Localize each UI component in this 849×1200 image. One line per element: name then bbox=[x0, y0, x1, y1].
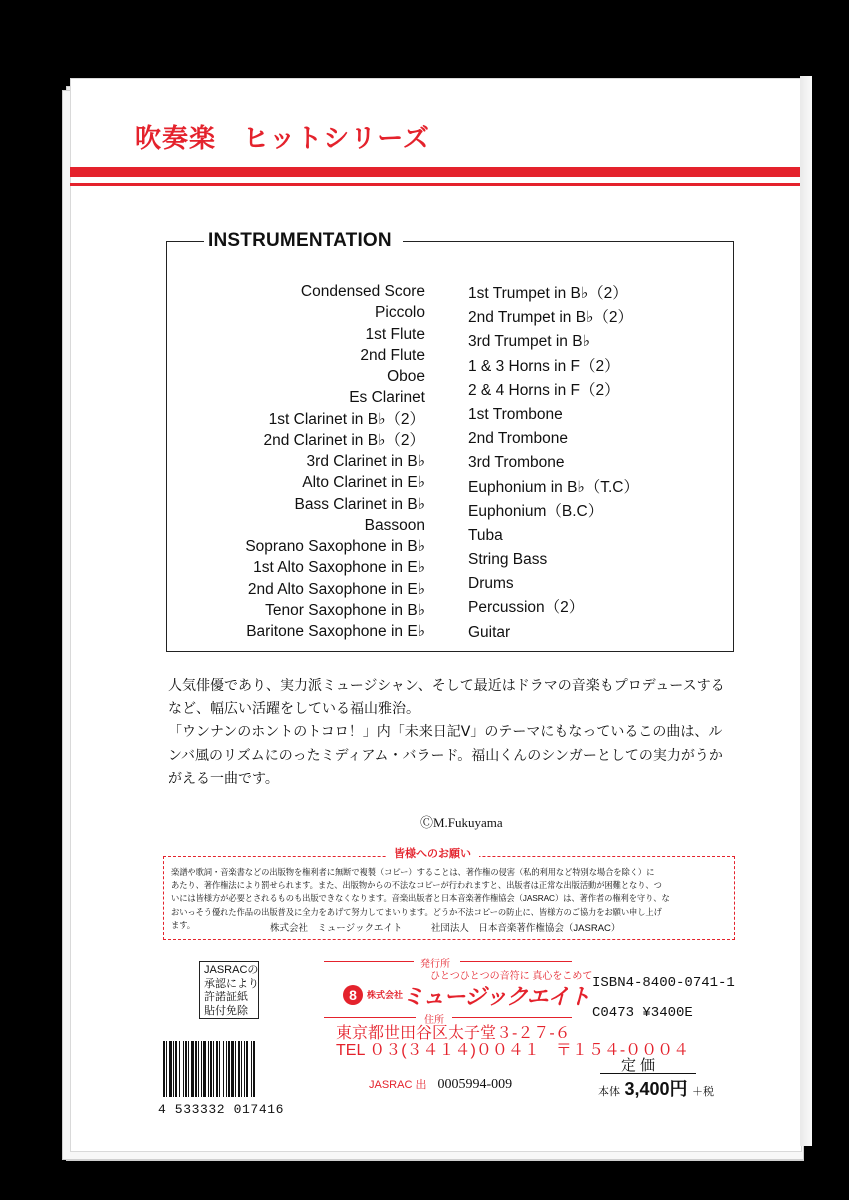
price bbox=[598, 1075, 714, 1101]
instrument-item: Piccolo bbox=[375, 304, 425, 322]
price-prefix: 本体 bbox=[598, 1086, 620, 1098]
instrument-item: Es Clarinet bbox=[349, 389, 425, 407]
instrument-item: 1st Alto Saxophone in E♭ bbox=[253, 559, 425, 577]
instrument-item: Euphonium in B♭（T.C） bbox=[468, 478, 639, 496]
isbn: ISBN4-8400-0741-1 bbox=[592, 975, 735, 991]
instrument-item: Oboe bbox=[387, 368, 425, 385]
publisher-company-type: 株式会社 bbox=[367, 990, 404, 1000]
instrument-item: String Bass bbox=[468, 551, 548, 569]
description-line: 「ウンナンのホントのトコロ！」内「未来日記Ⅴ」のテーマにもなっているこの曲は、ル bbox=[168, 723, 723, 740]
description-line: など、幅広い活躍をしている福山雅治。 bbox=[168, 700, 420, 717]
instrument-item: 1st Flute bbox=[365, 325, 425, 343]
instrument-list-left bbox=[165, 281, 425, 642]
isbn-block bbox=[592, 968, 735, 1028]
address-line: 東京都世田谷区太子堂３-２７-６ bbox=[336, 1025, 571, 1042]
red-band bbox=[70, 167, 800, 177]
address-label: 住所 bbox=[424, 1015, 444, 1026]
instrument-item: 2 & 4 Horns in F（2） bbox=[468, 381, 620, 399]
instrument-item: 3rd Trombone bbox=[468, 454, 565, 472]
instrument-item: Soprano Saxophone in B♭ bbox=[245, 538, 425, 555]
price-suffix: ＋税 bbox=[691, 1086, 714, 1098]
publisher-tagline: ひとつひとつの音符に 真心をこめて bbox=[430, 971, 593, 982]
instrument-item: Tuba bbox=[468, 526, 503, 544]
instrument-item: Baritone Saxophone in E♭ bbox=[246, 623, 425, 640]
instrument-item: Bass Clarinet in B♭ bbox=[294, 495, 425, 513]
instrument-item: Euphonium（B.C） bbox=[468, 502, 604, 520]
instrument-item: Bassoon bbox=[364, 516, 425, 534]
instrument-item: 1 & 3 Horns in F（2） bbox=[468, 357, 620, 375]
spine-strip bbox=[800, 76, 812, 1146]
address-rule-right bbox=[452, 1017, 572, 1018]
instrument-list-right bbox=[468, 282, 728, 645]
classification-code: C0473 ¥3400E bbox=[592, 1005, 693, 1021]
song-description bbox=[168, 674, 748, 790]
copyright-notice: ⒸM.Fukuyama bbox=[420, 815, 503, 830]
jasrac-box-line: 貼付免除 bbox=[204, 1004, 248, 1017]
instrument-item: Drums bbox=[468, 575, 514, 593]
instrument-item: 2nd Trombone bbox=[468, 430, 568, 448]
address-line: TEL ０３(３４１４)００４１ 〒１５４-０００４ bbox=[336, 1042, 690, 1059]
instrument-item: 2nd Alto Saxophone in E♭ bbox=[247, 580, 425, 598]
series-title: 吹奏楽 ヒットシリーズ bbox=[135, 123, 430, 153]
publisher-rule-right bbox=[460, 961, 572, 962]
instrument-item: Alto Clarinet in E♭ bbox=[302, 474, 425, 492]
description-line: 人気俳優であり、実力派ミュージシャン、そして最近はドラマの音楽もプロデュースする bbox=[168, 677, 725, 693]
jasrac-box-line: JASRACの bbox=[204, 964, 259, 976]
jasrac-label: JASRAC 出 bbox=[369, 1079, 427, 1091]
barcode-number: 4 533332 017416 bbox=[158, 1102, 285, 1117]
price-label: 定価 bbox=[621, 1057, 660, 1074]
red-rule bbox=[70, 183, 800, 186]
barcode-icon bbox=[163, 1041, 323, 1097]
instrument-item: Guitar bbox=[468, 623, 511, 641]
publisher-rule-left bbox=[324, 961, 414, 962]
instrument-item: 2nd Trumpet in B♭（2） bbox=[468, 309, 633, 327]
jasrac-permit bbox=[369, 1076, 512, 1093]
instrument-item: 1st Clarinet in B♭（2） bbox=[268, 410, 425, 428]
jasrac-box-line: 許諾証紙 bbox=[204, 991, 248, 1003]
instrumentation-heading: INSTRUMENTATION bbox=[208, 230, 392, 251]
notice-line: いには皆様方が必要とされるものも出版できなくなります。音楽出版者と日本音楽著作権協会（JASRAC）は、著作者の権利を守り、な bbox=[171, 893, 670, 904]
publisher-name: ミュージックエイト bbox=[402, 984, 590, 1009]
instrument-item: 2nd Clarinet in B♭（2） bbox=[263, 431, 425, 449]
notice-line: 楽譜や歌詞・音楽書などの出版物を権利者に無断で複製（コピー）することは、著作権の侵害（私的利用など特別な場合を除く）に bbox=[171, 867, 655, 877]
instrument-item: Percussion（2） bbox=[468, 599, 585, 617]
price-amount: 3,400円 bbox=[624, 1079, 688, 1099]
instrument-item: 1st Trumpet in B♭（2） bbox=[468, 285, 628, 302]
jasrac-box-line: 承認により bbox=[204, 977, 259, 990]
address-rule-left bbox=[324, 1017, 416, 1018]
notice-line: あたり、著作権法により罰せられます。また、出版物からの不法なコピーが行われますと、出版者は正常な出版活動が困難となり、つ bbox=[171, 880, 662, 891]
instrument-item: 1st Trombone bbox=[468, 405, 563, 423]
music-eight-logo-icon: 8 bbox=[343, 985, 363, 1005]
jasrac-exemption-box bbox=[199, 961, 259, 1019]
instrument-item: 3rd Clarinet in B♭ bbox=[306, 453, 425, 470]
jasrac-number: 0005994-009 bbox=[437, 1077, 513, 1092]
description-line: ンバ風のリズムにのったミディアム・バラード。福山くんのシンガーとしての実力がうか bbox=[168, 746, 723, 763]
description-line: がえる一曲です。 bbox=[168, 769, 279, 786]
instrument-item: 2nd Flute bbox=[360, 346, 425, 364]
instrument-item: Condensed Score bbox=[300, 283, 425, 300]
notice-line: ます。 bbox=[171, 919, 195, 930]
instrument-item: Tenor Saxophone in B♭ bbox=[265, 601, 425, 619]
notice-footer: 株式会社 ミュージックエイト 社団法人 日本音楽著作権協会（JASRAC） bbox=[270, 923, 621, 934]
price-rule bbox=[600, 1073, 696, 1074]
notice-line: おいっそう優れた作品の出版普及に全力をあげて努力してまいります。どうか不法コピーの防止に、皆様方のご協力をお願い申し上げ bbox=[171, 906, 662, 917]
publisher-label: 発行所 bbox=[420, 959, 450, 970]
notice-title: 皆様へのお願い bbox=[386, 845, 479, 861]
instrument-item: 3rd Trumpet in B♭ bbox=[468, 333, 590, 351]
